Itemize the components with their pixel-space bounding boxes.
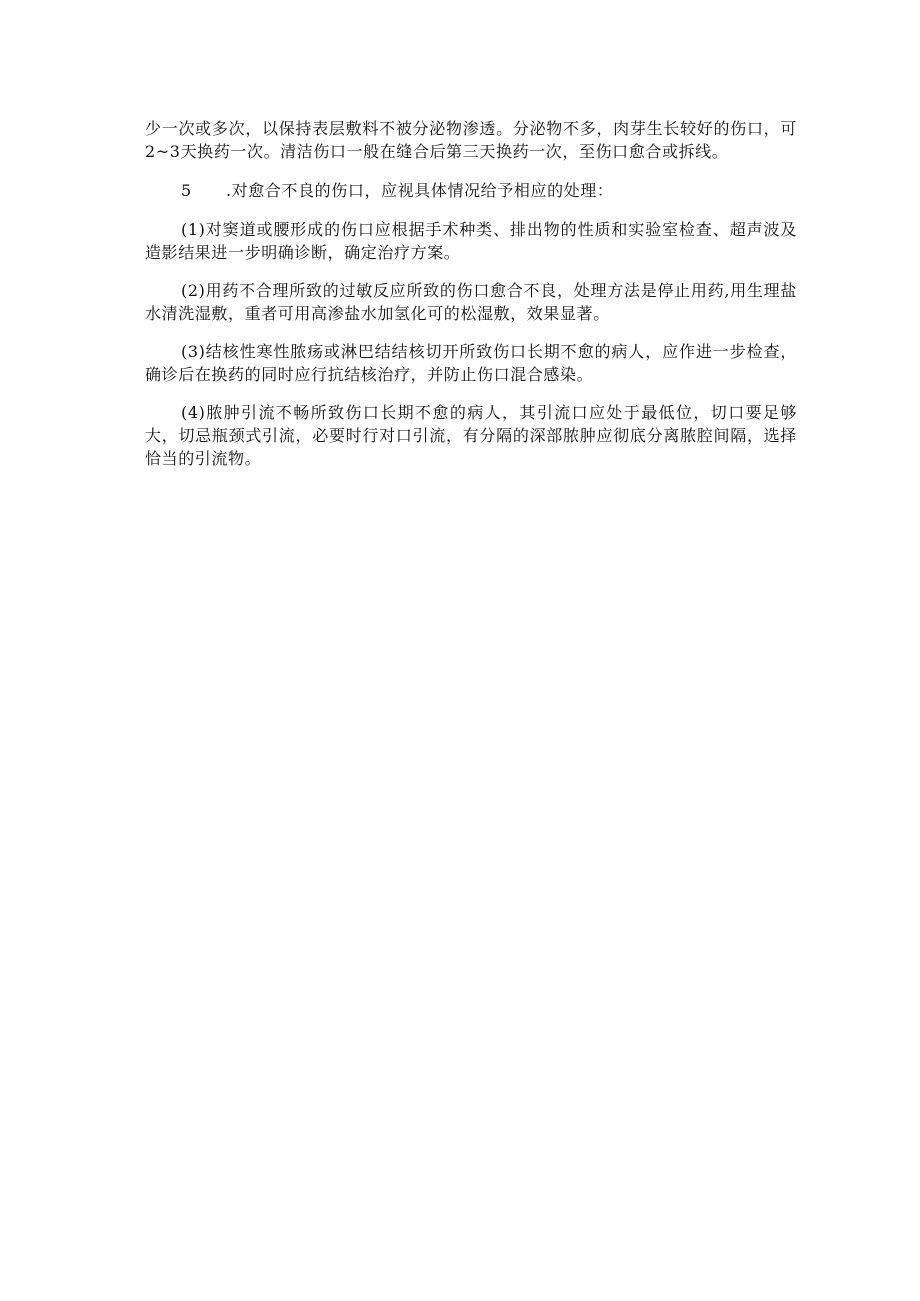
list-item-3: (3)结核性寒性脓疡或淋巴结结核切开所致伤口长期不愈的病人，应作进一步检查，确诊后在换药的同时应行抗结核治疗，并防止伤口混合感染。: [145, 342, 797, 384]
section-heading: [145, 179, 797, 202]
section-heading-text: .对愈合不良的伤口，应视具体情况给予相应的处理：: [226, 181, 614, 200]
section-number: 5: [181, 181, 192, 200]
list-item-1: (1)对窦道或腰形成的伤口应根据手术种类、排出物的性质和实验室检查、超声波及造影结果进一步明确诊断，确定治疗方案。: [145, 220, 797, 262]
list-item-4: (4)脓肿引流不畅所致伤口长期不愈的病人，其引流口应处于最低位，切口要足够大，切忌瓶颈式引流，必要时行对口引流，有分隔的深部脓肿应彻底分离脓腔间隔，选择恰当的引流物。: [145, 403, 797, 468]
continuation-paragraph: 少一次或多次，以保持表层敷料不被分泌物渗透。分泌物不多，肉芽生长较好的伤口，可2~3天换药一次。清洁伤口一般在缝合后第三天换药一次，至伤口愈合或拆线。: [145, 119, 797, 161]
list-item-2: (2)用药不合理所致的过敏反应所致的伤口愈合不良，处理方法是停止用药,用生理盐水清洗湿敷，重者可用高渗盐水加氢化可的松湿敷，效果显著。: [145, 281, 797, 323]
document-body: [145, 117, 797, 485]
